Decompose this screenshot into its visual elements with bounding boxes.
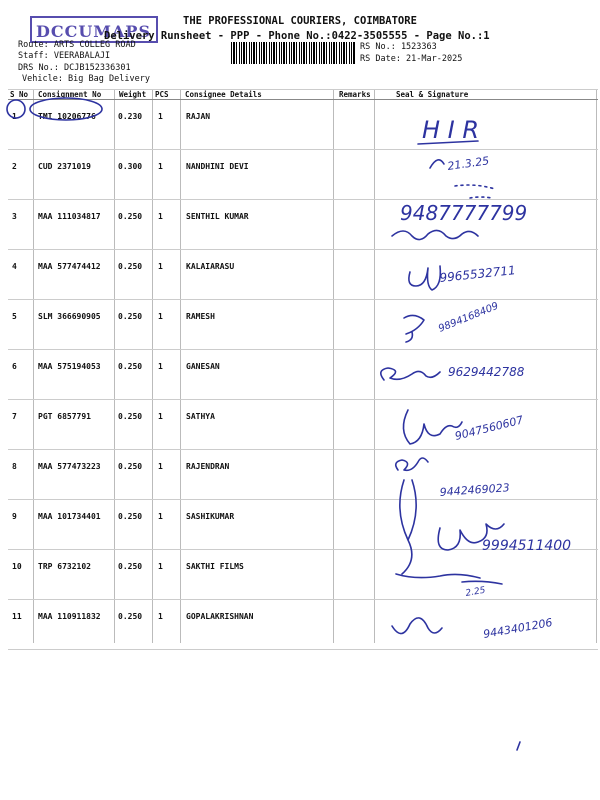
cell-consignment: MAA 111034817 [38,212,101,221]
cell-sno: 6 [12,362,17,371]
col-weight: Weight [119,90,147,99]
cell-sno: 5 [12,312,17,321]
circle-mark [30,98,102,120]
cell-consignee: SASHIKUMAR [186,512,235,521]
company-name: THE PROFESSIONAL COURIERS, COIMBATORE [183,15,417,27]
cell-consignment: MAA 577473223 [38,462,101,471]
cell-pcs: 1 [158,262,163,271]
cell-sno: 1 [12,112,17,121]
cell-pcs: 1 [158,162,163,171]
col-remarks: Remarks [339,90,371,99]
cell-consignment: MAA 110911832 [38,612,101,621]
signature-11: 9443401206 [482,615,554,641]
signature-4: 9965532711 [438,263,517,285]
rs-number: RS No.: 1523363 [360,42,437,52]
cell-consignment: TMI 10206776 [38,112,96,121]
col-consignment: Consignment No [38,90,102,99]
vehicle-label: Vehicle: Big Bag Delivery [22,74,150,84]
cell-weight: 0.300 [118,162,143,171]
cell-weight: 0.230 [118,112,143,121]
cell-consignee: GOPALAKRISHNAN [186,612,254,621]
circle-mark [7,100,25,118]
col-signature: Seal & Signature [396,90,469,99]
cell-sno: 11 [12,612,22,621]
cell-sno: 8 [12,462,17,471]
cell-consignment: MAA 101734401 [38,512,101,521]
rs-date: RS Date: 21-Mar-2025 [360,54,463,64]
signature-6: 9629442788 [448,365,525,379]
svg-text:2.25: 2.25 [464,585,487,599]
cell-consignment: SLM 366690905 [38,312,101,321]
signature-1: H I R [422,116,480,144]
cell-pcs: 1 [158,512,163,521]
cell-weight: 0.250 [118,462,143,471]
cell-sno: 2 [12,162,17,171]
cell-sno: 10 [12,562,22,571]
cell-consignment: MAA 577474412 [38,262,101,271]
cell-pcs: 1 [158,462,163,471]
cell-pcs: 1 [158,612,163,621]
cell-weight: 0.250 [118,312,143,321]
cell-sno: 3 [12,212,17,221]
office-stamp: DCCUMAPS [30,16,158,43]
cell-weight: 0.250 [118,562,143,571]
col-consignee: Consignee Details [185,90,262,99]
cell-consignee: SATHYA [186,412,215,421]
cell-weight: 0.250 [118,262,143,271]
runsheet-subtitle: Delivery Runsheet - PPP - Phone No.:0422-3505555 - Page No.:1 [104,30,490,42]
cell-sno: 7 [12,412,17,421]
cell-consignment: PGT 6857791 [38,412,91,421]
cell-sno: 4 [12,262,17,271]
cell-pcs: 1 [158,212,163,221]
cell-weight: 0.250 [118,362,143,371]
signature-9: 9994511400 [482,538,572,554]
cell-pcs: 1 [158,362,163,371]
cell-consignee: RAMESH [186,312,215,321]
signature-2: 21.3.25 [446,154,491,173]
cell-consignee: GANESAN [186,362,220,371]
signature-3: 9487777799 [400,201,528,225]
cell-weight: 0.250 [118,412,143,421]
cell-consignee: SAKTHI FILMS [186,562,244,571]
route-label: Route: ARTS COLLEG ROAD [18,40,136,50]
cell-consignment: CUD 2371019 [38,162,91,171]
cell-pcs: 1 [158,562,163,571]
cell-consignee: RAJAN [186,112,211,121]
cell-consignee: SENTHIL KUMAR [186,212,249,221]
cell-pcs: 1 [158,112,163,121]
cell-weight: 0.250 [118,512,143,521]
staff-label: Staff: VEERABALAJI [18,51,111,61]
cell-pcs: 1 [158,412,163,421]
cell-consignment: MAA 575194053 [38,362,101,371]
cell-weight: 0.250 [118,612,143,621]
cell-sno: 9 [12,512,17,521]
signature-7: 9047560607 [453,413,525,443]
cell-consignee: NANDHINI DEVI [186,162,249,171]
signature-8: 9442469023 [439,481,511,499]
cell-pcs: 1 [158,312,163,321]
col-pcs: PCS [155,90,169,99]
col-sno: S No [10,90,29,99]
drs-number: DRS No.: DCJB152336301 [18,63,131,73]
cell-weight: 0.250 [118,212,143,221]
cell-consignee: KALAIARASU [186,262,235,271]
cell-consignment: TRP 6732102 [38,562,91,571]
cell-consignee: RAJENDRAN [186,462,230,471]
signature-5: 9894168409 [437,300,501,335]
